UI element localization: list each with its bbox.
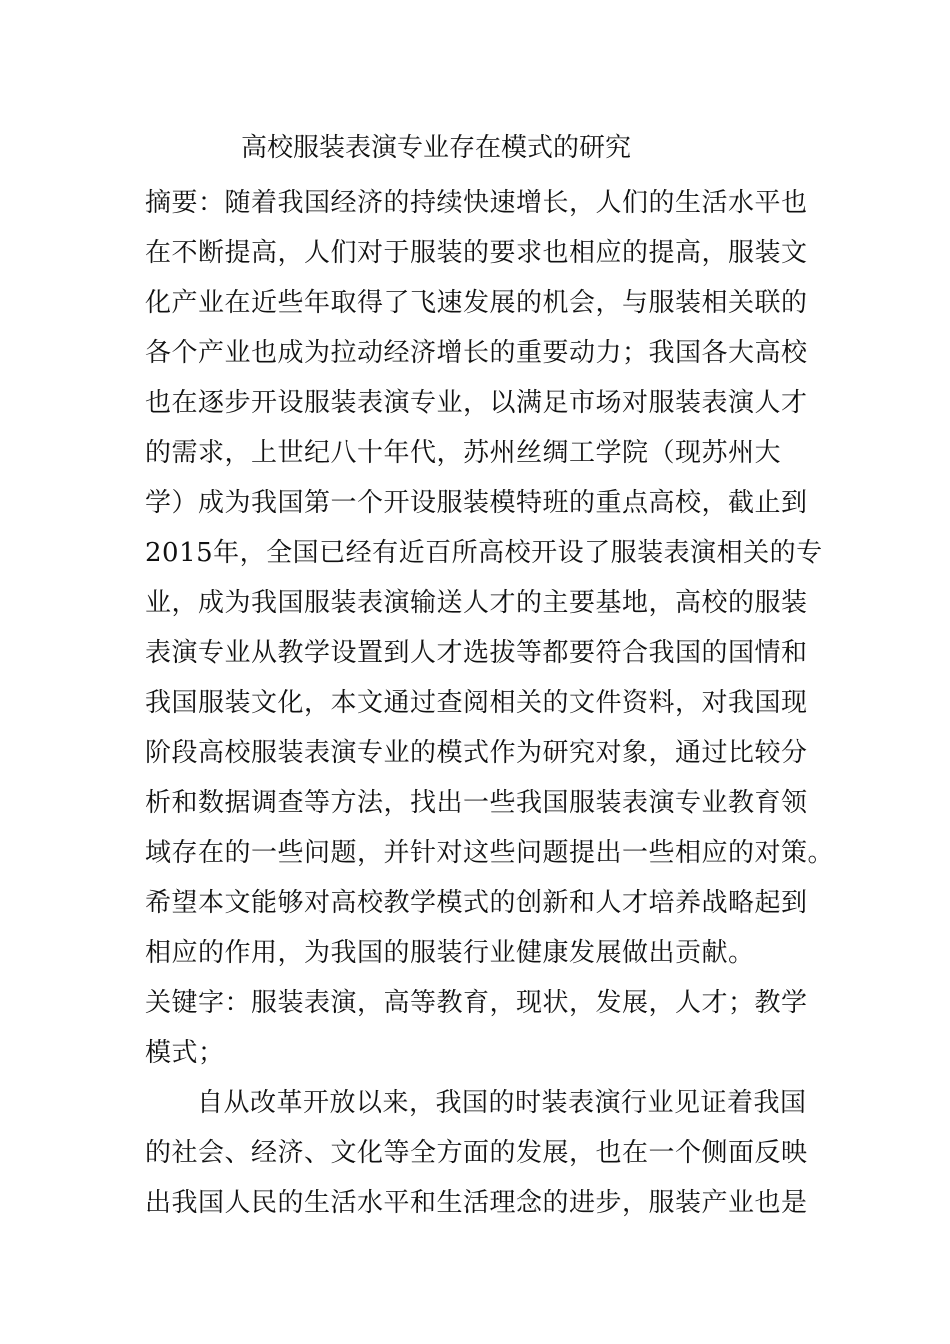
keywords-paragraph [145, 978, 808, 1078]
abstract-line: 我国服装文化，本文通过查阅相关的文件资料，对我国现 [145, 688, 808, 718]
intro-line: 自从改革开放以来，我国的时装表演行业见证着我国 [197, 1088, 807, 1118]
abstract-line: 阶段高校服装表演专业的模式作为研究对象，通过比较分 [145, 738, 808, 768]
abstract-line: 的需求，上世纪八十年代，苏州丝绸工学院（现苏州大 [145, 438, 782, 468]
abstract-line: 学）成为我国第一个开设服装模特班的重点高校，截止到 [145, 488, 808, 518]
abstract-line: 化产业在近些年取得了飞速发展的机会，与服装相关联的 [145, 288, 808, 318]
document-title: 高校服装表演专业存在模式的研究 [241, 133, 632, 163]
abstract-line: 析和数据调查等方法，找出一些我国服装表演专业教育领 [145, 788, 808, 818]
intro-paragraph [145, 1078, 808, 1228]
abstract-line: 各个产业也成为拉动经济增长的重要动力；我国各大高校 [145, 338, 808, 368]
abstract-line: 在不断提高，人们对于服装的要求也相应的提高，服装文 [145, 238, 808, 268]
intro-line: 的社会、经济、文化等全方面的发展，也在一个侧面反映 [145, 1138, 808, 1168]
abstract-paragraph [145, 178, 835, 978]
abstract-line: 希望本文能够对高校教学模式的创新和人才培养战略起到 [145, 888, 808, 918]
document-body [145, 178, 835, 1228]
abstract-line: 相应的作用，为我国的服装行业健康发展做出贡献。 [145, 938, 755, 968]
keywords-line: 模式； [145, 1038, 225, 1068]
abstract-line: 也在逐步开设服装表演专业，以满足市场对服装表演人才 [145, 388, 808, 418]
intro-line: 出我国人民的生活水平和生活理念的进步，服装产业也是 [145, 1188, 808, 1218]
abstract-line: 业，成为我国服装表演输送人才的主要基地，高校的服装 [145, 588, 808, 618]
keywords-line: 关键字：服装表演，高等教育，现状，发展，人才；教学 [145, 988, 808, 1018]
abstract-line: 2015年，全国已经有近百所高校开设了服装表演相关的专 [145, 538, 823, 568]
abstract-line: 表演专业从教学设置到人才选拔等都要符合我国的国情和 [145, 638, 808, 668]
abstract-line: 域存在的一些问题，并针对这些问题提出一些相应的对策。 [145, 838, 835, 868]
abstract-line: 摘要：随着我国经济的持续快速增长，人们的生活水平也 [145, 188, 808, 218]
